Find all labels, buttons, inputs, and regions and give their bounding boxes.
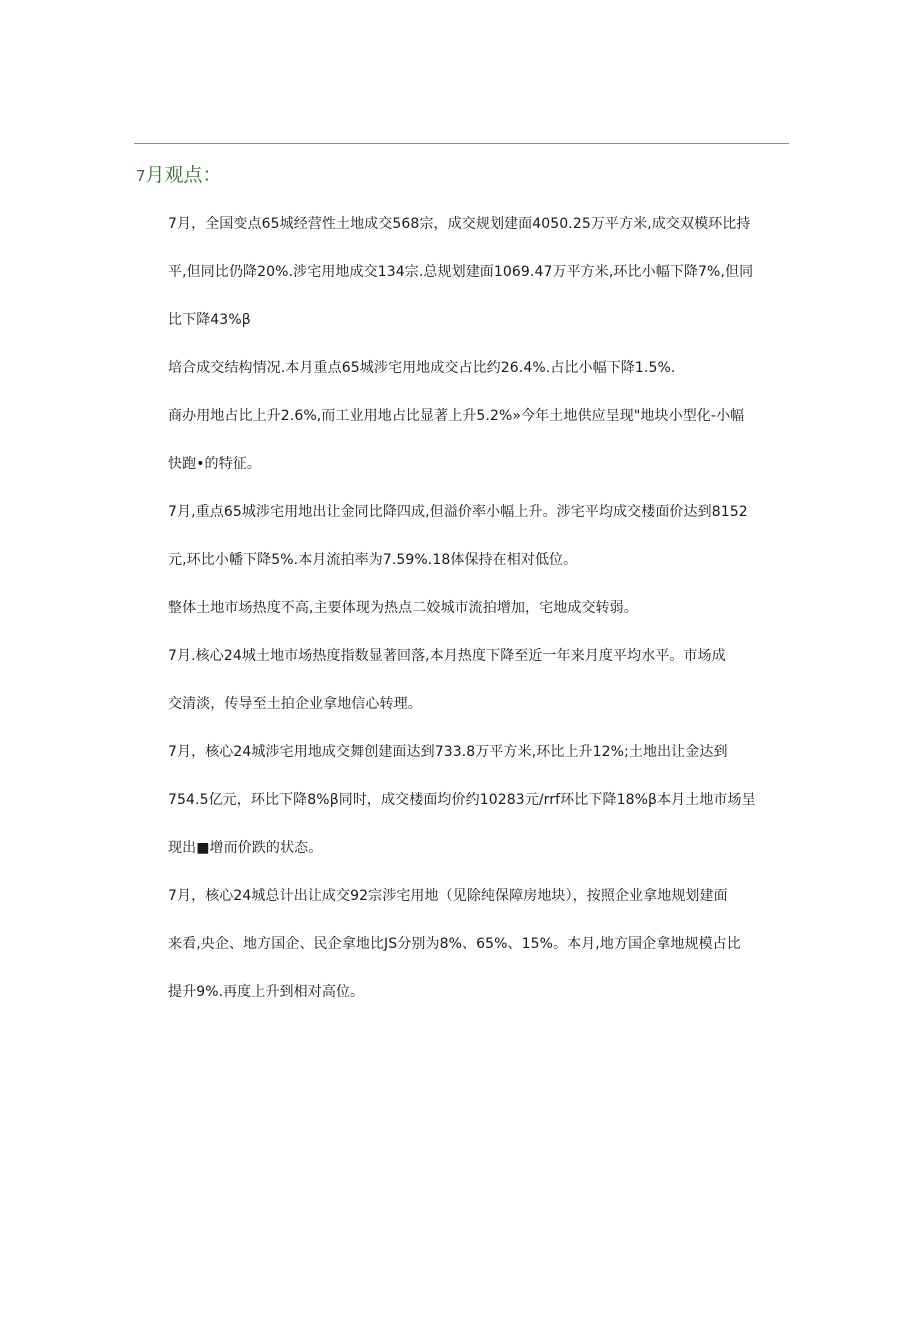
paragraph-line: 快跑•的特征。 xyxy=(168,456,261,472)
section-heading-number: 7 xyxy=(136,167,146,185)
section-heading xyxy=(136,162,222,189)
paragraph-line: 7月，全国变点65城经营性土地成交568宗，成交规划建面4050.25万平方米,成交双模环比持 xyxy=(168,216,751,232)
paragraph-line: 培合成交结构情况.本月重点65城涉宅用地成交占比约26.4%.占比小幅下降1.5%. xyxy=(168,360,676,376)
paragraph-line: 754.5亿元，环比下降8%β同时，成交楼面均价约10283元/rrf环比下降18%β本月土地市场呈 xyxy=(168,792,756,808)
paragraph xyxy=(168,584,793,632)
paragraph-line: 7月,重点65城涉宅用地出让金同比降四成,但溢价率小幅上升。涉宅平均成交楼面价达到8152 xyxy=(168,504,748,520)
paragraph-line: 7月.核心24城土地市场热度指数显著回落,本月热度下降至近一年来月度平均水平。市场成 xyxy=(168,648,726,664)
section-heading-text: 月观点： xyxy=(145,164,222,186)
paragraph xyxy=(168,872,793,1016)
paragraph-line: 现出■增而价跌的状态。 xyxy=(168,840,323,856)
paragraph-line: 7月，核心24城涉宅用地成交舞创建面达到733.8万平方米,环比上升12%;土地出让金达到 xyxy=(168,744,728,760)
header-divider xyxy=(134,143,789,144)
paragraph-line: 商办用地占比上升2.6%,而工业用地占比显著上升5.2%»今年土地供应呈现"地块小型化-小幅 xyxy=(168,408,745,424)
paragraph-line: 交清淡，传导至土拍企业拿地信心转理。 xyxy=(168,696,422,712)
paragraph-line: 平,但同比仍降20%.涉宅用地成交134宗.总规划建面1069.47万平方米,环比小幅下降7%,但同 xyxy=(168,264,754,280)
document-body xyxy=(168,200,793,1016)
paragraph-line: 比下降43%β xyxy=(168,312,251,328)
paragraph-line: 提升9%.再度上升到相对高位。 xyxy=(168,984,365,1000)
paragraph xyxy=(168,632,793,728)
paragraph xyxy=(168,200,793,344)
paragraph xyxy=(168,392,793,488)
paragraph xyxy=(168,728,793,872)
paragraph-line: 整体土地市场热度不高,主要体现为热点二姣城市流拍增加，宅地成交转弱。 xyxy=(168,600,638,616)
paragraph xyxy=(168,344,793,392)
paragraph-line: 7月，核心24城总计出让成交92宗涉宅用地（见除纯保障房地块），按照企业拿地规划建面 xyxy=(168,888,728,904)
paragraph-line: 来看,央企、地方国企、民企拿地比JS分别为8%、65%、15%。本月,地方国企拿地规模占比 xyxy=(168,936,741,952)
paragraph xyxy=(168,488,793,584)
paragraph-line: 元,环比小幡下降5%.本月流拍率为7.59%.18体保持在相对低位。 xyxy=(168,552,578,568)
